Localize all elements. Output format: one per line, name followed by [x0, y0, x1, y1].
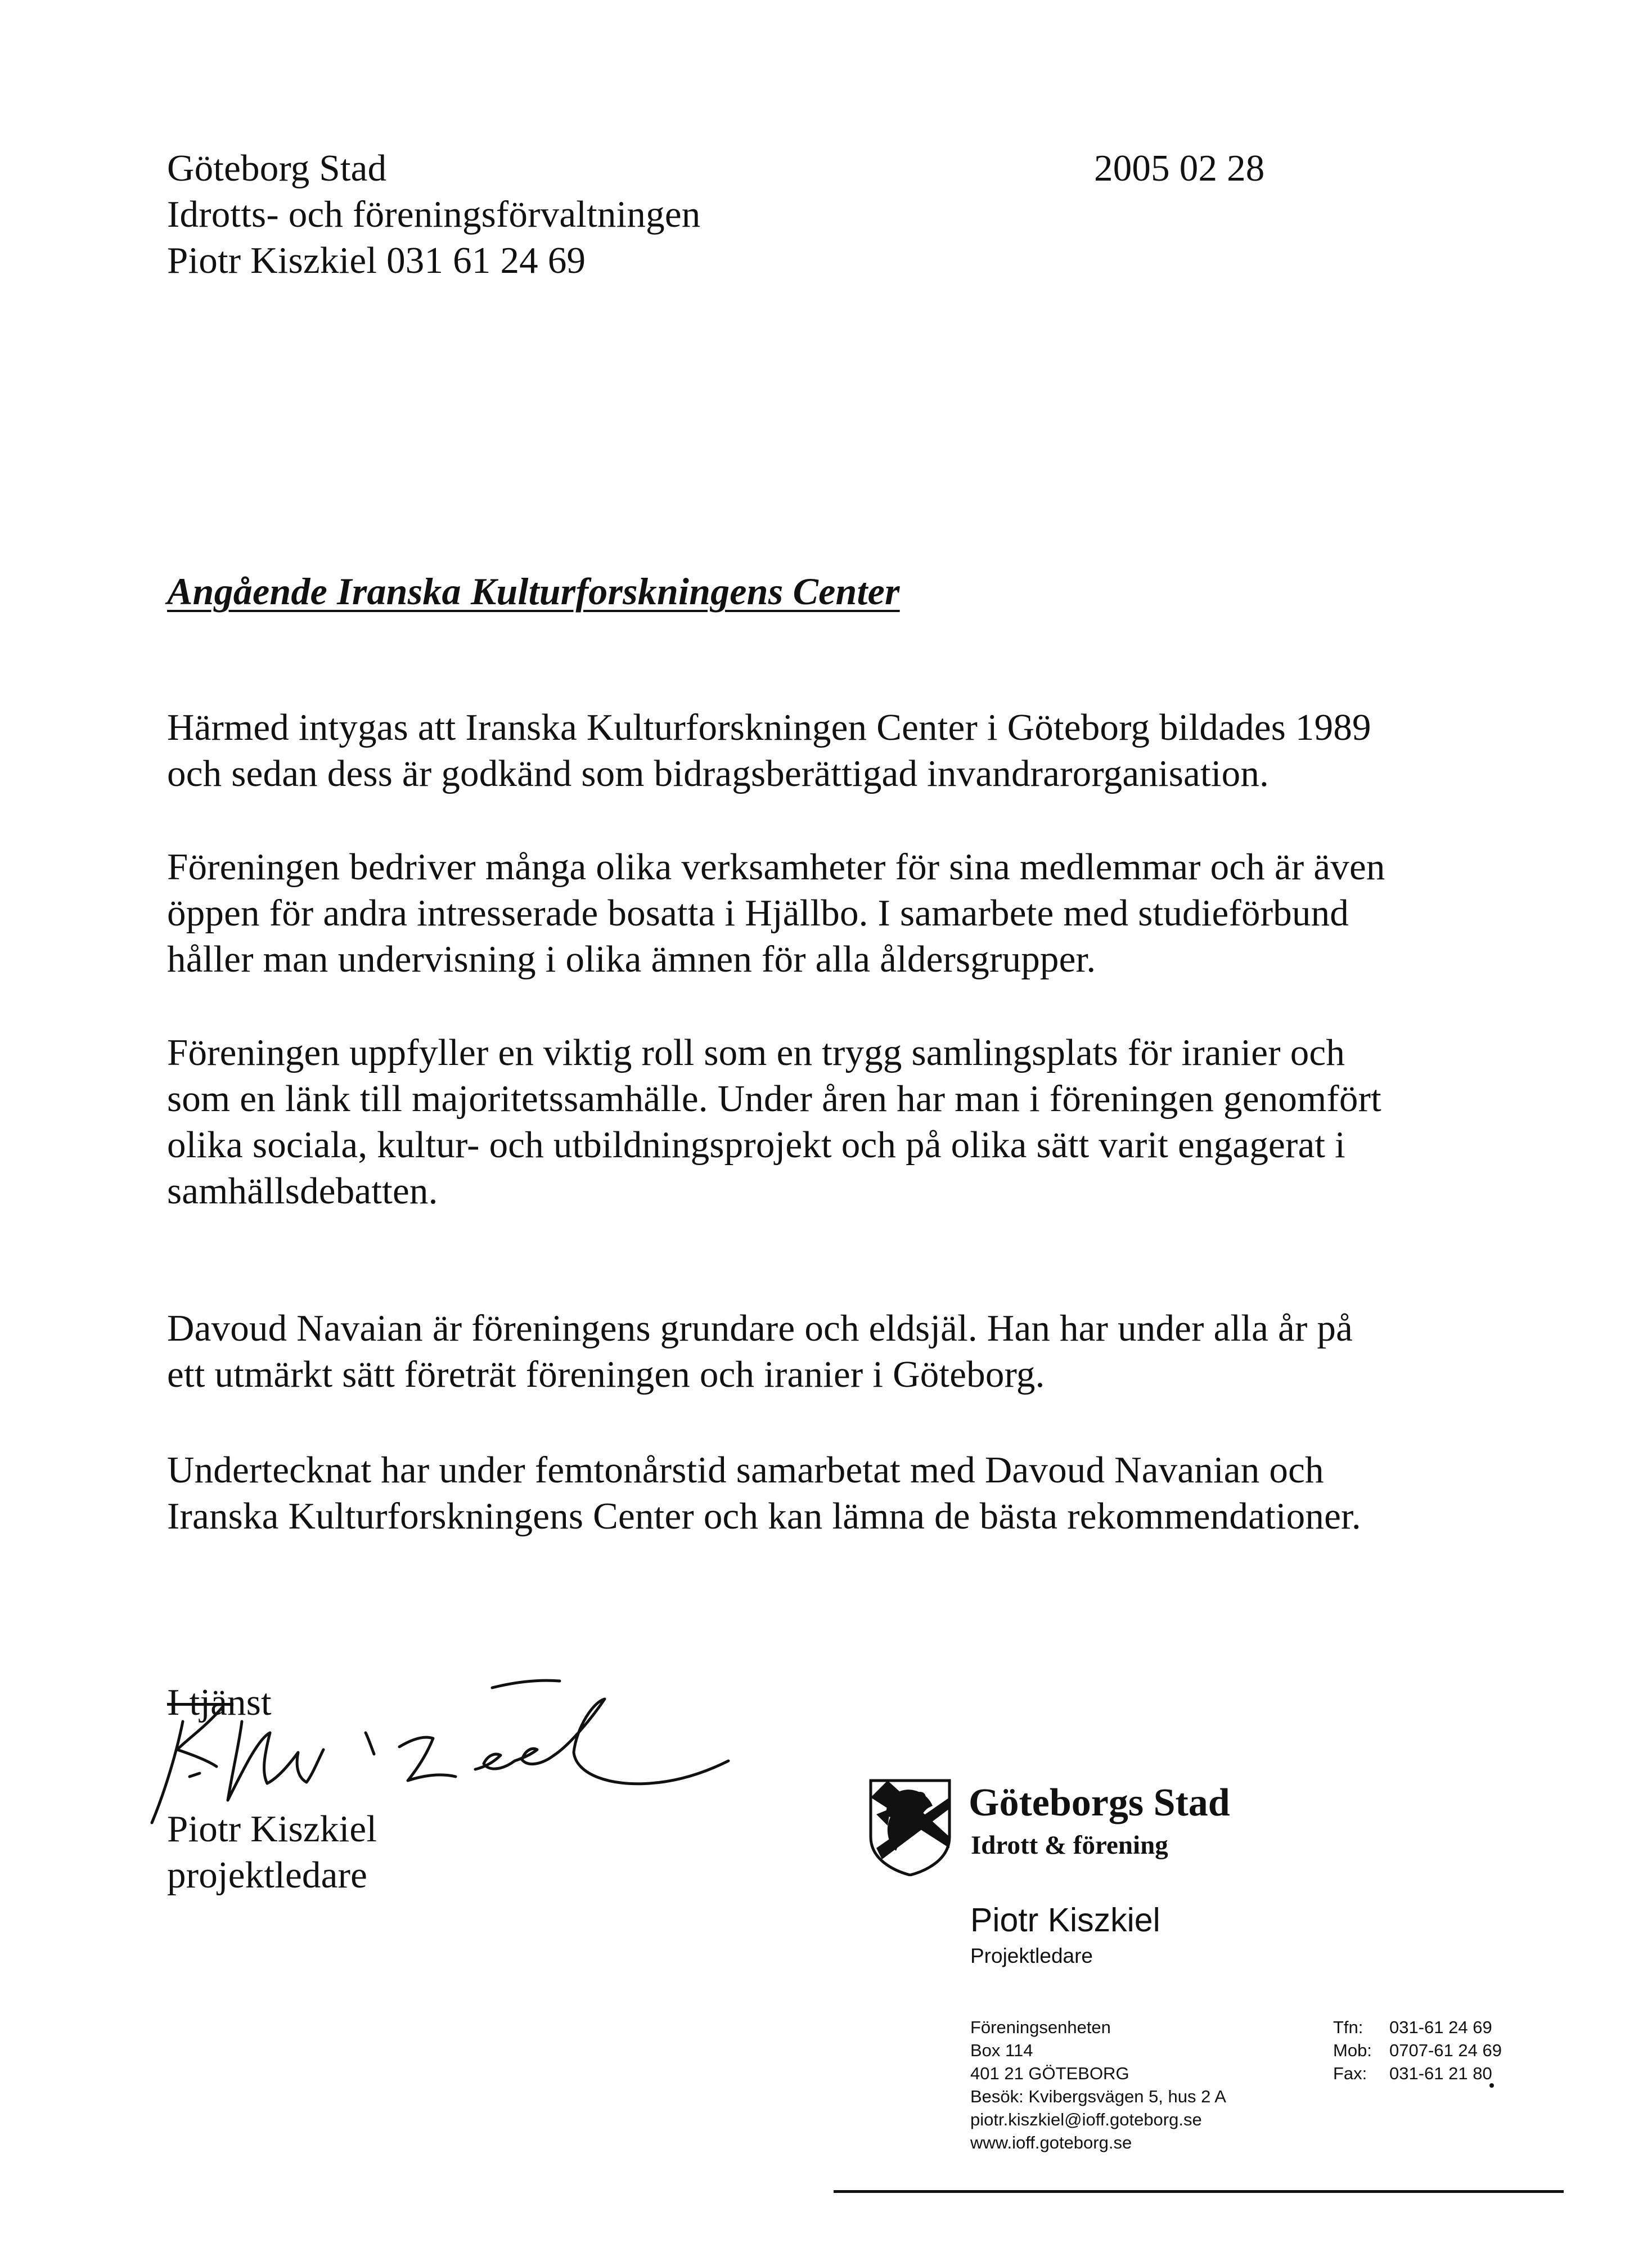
phone-label: Tfn:	[1333, 2017, 1363, 2037]
sender-organization: Göteborg Stad	[167, 147, 387, 189]
sender-department: Idrotts- och föreningsförvaltningen	[167, 194, 701, 235]
card-phone-row	[1333, 2016, 1502, 2039]
card-person-name: Piotr Kiszkiel	[970, 1902, 1160, 1939]
city-coat-of-arms-icon	[865, 1775, 955, 1876]
phone-label: Fax:	[1333, 2064, 1367, 2083]
paragraph-line: Härmed intygas att Iranska Kulturforskningen Center i Göteborg bildades 1989	[167, 707, 1371, 748]
card-organization: Göteborgs Stad	[969, 1781, 1230, 1824]
card-address	[970, 2016, 1226, 2154]
phone-value: 031-61 21 80	[1389, 2064, 1492, 2083]
card-address-line: Föreningsenheten	[970, 2017, 1111, 2037]
paragraph-4	[167, 1305, 1483, 1397]
card-department: Idrott & förening	[971, 1831, 1168, 1860]
paragraph-line: samhällsdebatten.	[167, 1170, 438, 1212]
card-phone-row	[1333, 2039, 1502, 2062]
card-address-line: 401 21 GÖTEBORG	[970, 2064, 1129, 2083]
phone-value: 031-61 24 69	[1389, 2017, 1492, 2037]
paragraph-line: Föreningen bedriver många olika verksamheter för sina medlemmar och är även	[167, 846, 1385, 888]
letter-date: 2005 02 28	[1094, 147, 1265, 189]
phone-value: 0707-61 24 69	[1389, 2040, 1502, 2060]
signer-block	[167, 1806, 377, 1898]
card-phone-list	[1333, 2016, 1502, 2085]
paragraph-line: Undertecknat har under femtonårstid samarbetat med Davoud Navanian och	[167, 1449, 1324, 1491]
card-phone-row	[1333, 2062, 1502, 2085]
paragraph-line: ett utmärkt sätt företrät föreningen och iranier i Göteborg.	[167, 1354, 1045, 1395]
paragraph-3	[167, 1030, 1483, 1214]
card-email: piotr.kiszkiel@ioff.goteborg.se	[970, 2110, 1202, 2129]
paragraph-line: Davoud Navaian är föreningens grundare och eldsjäl. Han har under alla år på	[167, 1307, 1353, 1349]
paragraph-line: öppen för andra intresserade bosatta i Hjällbo. I samarbete med studieförbund	[167, 892, 1349, 934]
phone-label: Mob:	[1333, 2040, 1372, 2060]
sender-block	[167, 145, 1011, 284]
paragraph-line: håller man undervisning i olika ämnen för alla åldersgrupper.	[167, 938, 1096, 980]
paragraph-2	[167, 844, 1483, 982]
sender-contact: Piotr Kiszkiel 031 61 24 69	[167, 240, 586, 281]
card-address-line: Besök: Kvibergsvägen 5, hus 2 A	[970, 2087, 1226, 2106]
paragraph-line: olika sociala, kultur- och utbildningsprojekt och på olika sätt varit engagerat i	[167, 1124, 1345, 1166]
letter-subject: Angående Iranska Kulturforskningens Center	[167, 570, 900, 613]
card-website: www.ioff.goteborg.se	[970, 2133, 1132, 2152]
scan-dot	[1489, 2083, 1494, 2088]
paragraph-line: Föreningen uppfyller en viktig roll som en trygg samlingsplats för iranier och	[167, 1032, 1345, 1073]
paragraph-line: och sedan dess är godkänd som bidragsberättigad invandrarorganisation.	[167, 753, 1269, 794]
signer-title: projektledare	[167, 1854, 368, 1896]
closing-text: I tjänst	[167, 1682, 272, 1723]
signer-name: Piotr Kiszkiel	[167, 1808, 377, 1850]
card-person-role: Projektledare	[970, 1944, 1093, 1967]
card-bottom-rule	[834, 2190, 1564, 2193]
paragraph-1	[167, 704, 1483, 797]
paragraph-line: som en länk till majoritetssamhälle. Under åren har man i föreningen genomfört	[167, 1078, 1381, 1120]
paragraph-line: Iranska Kulturforskningens Center och kan lämna de bästa rekommendationer.	[167, 1495, 1361, 1537]
card-address-line: Box 114	[970, 2040, 1033, 2060]
paragraph-5	[167, 1447, 1483, 1539]
